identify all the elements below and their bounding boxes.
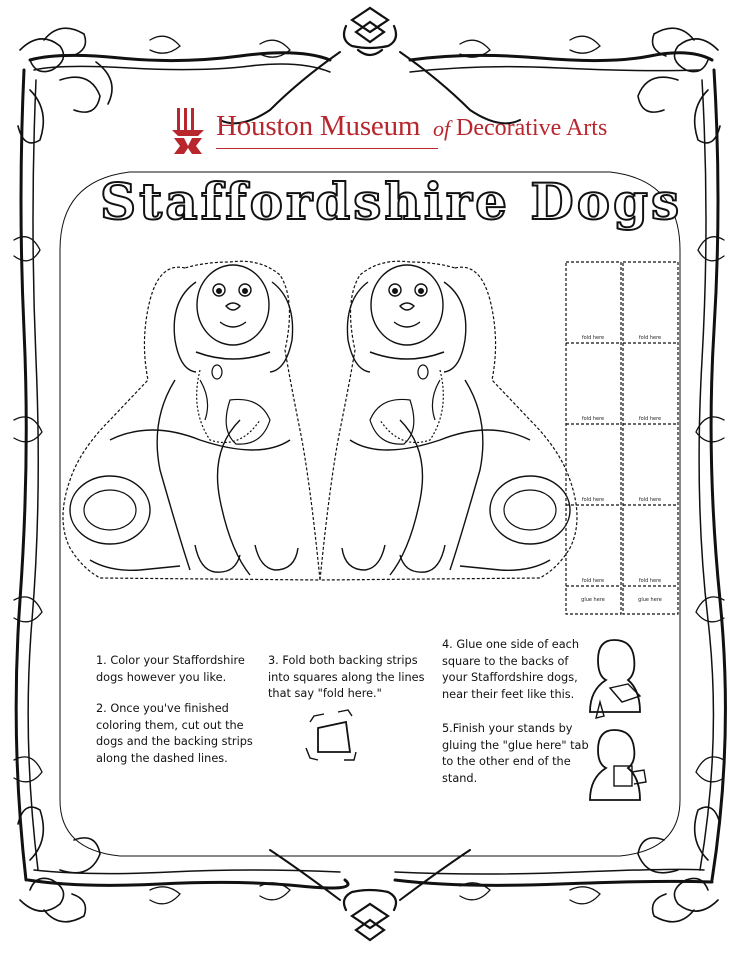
- instruction-step-1: 1. Color your Staffordshire dogs however you like.: [96, 654, 245, 684]
- museum-name-of: of: [433, 116, 451, 141]
- museum-emblem-icon: [168, 108, 208, 154]
- fold-label: fold here: [638, 335, 662, 341]
- instruction-step-3: 3. Fold both backing strips into squares along the lines that say "fold here.": [268, 654, 425, 700]
- fold-label: fold here: [581, 578, 605, 584]
- instruction-step-2: 2. Once you've finished coloring them, cut out the dogs and the backing strips along the dashed lines.: [96, 702, 253, 765]
- logo-underline: [216, 148, 438, 149]
- dog-with-stand-diagram-2: [590, 730, 646, 800]
- fold-label: fold here: [581, 416, 605, 422]
- page-title: Staffordshire Dogs: [100, 172, 683, 231]
- fold-label: fold here: [638, 578, 662, 584]
- instruction-step-4: 4. Glue one side of each square to the backs of your Staffordshire dogs, near their feet like this.: [442, 638, 580, 701]
- fold-label: fold here: [581, 335, 605, 341]
- museum-name: Houston Museum: [216, 110, 421, 142]
- glue-label: glue here: [581, 597, 605, 603]
- dog-cutout-right: [320, 261, 577, 580]
- backing-strips: [566, 262, 678, 614]
- fold-label: fold here: [638, 416, 662, 422]
- dog-cutout-left: [63, 261, 320, 580]
- instruction-step-5: 5.Finish your stands by gluing the "glue here" tab to the other end of the stand.: [442, 722, 589, 785]
- folded-square-diagram: [306, 710, 356, 760]
- dog-with-stand-diagram-1: [590, 640, 640, 718]
- museum-name-rest: Decorative Arts: [456, 115, 608, 141]
- fold-label: fold here: [638, 497, 662, 503]
- glue-label: glue here: [638, 597, 662, 603]
- fold-label: fold here: [581, 497, 605, 503]
